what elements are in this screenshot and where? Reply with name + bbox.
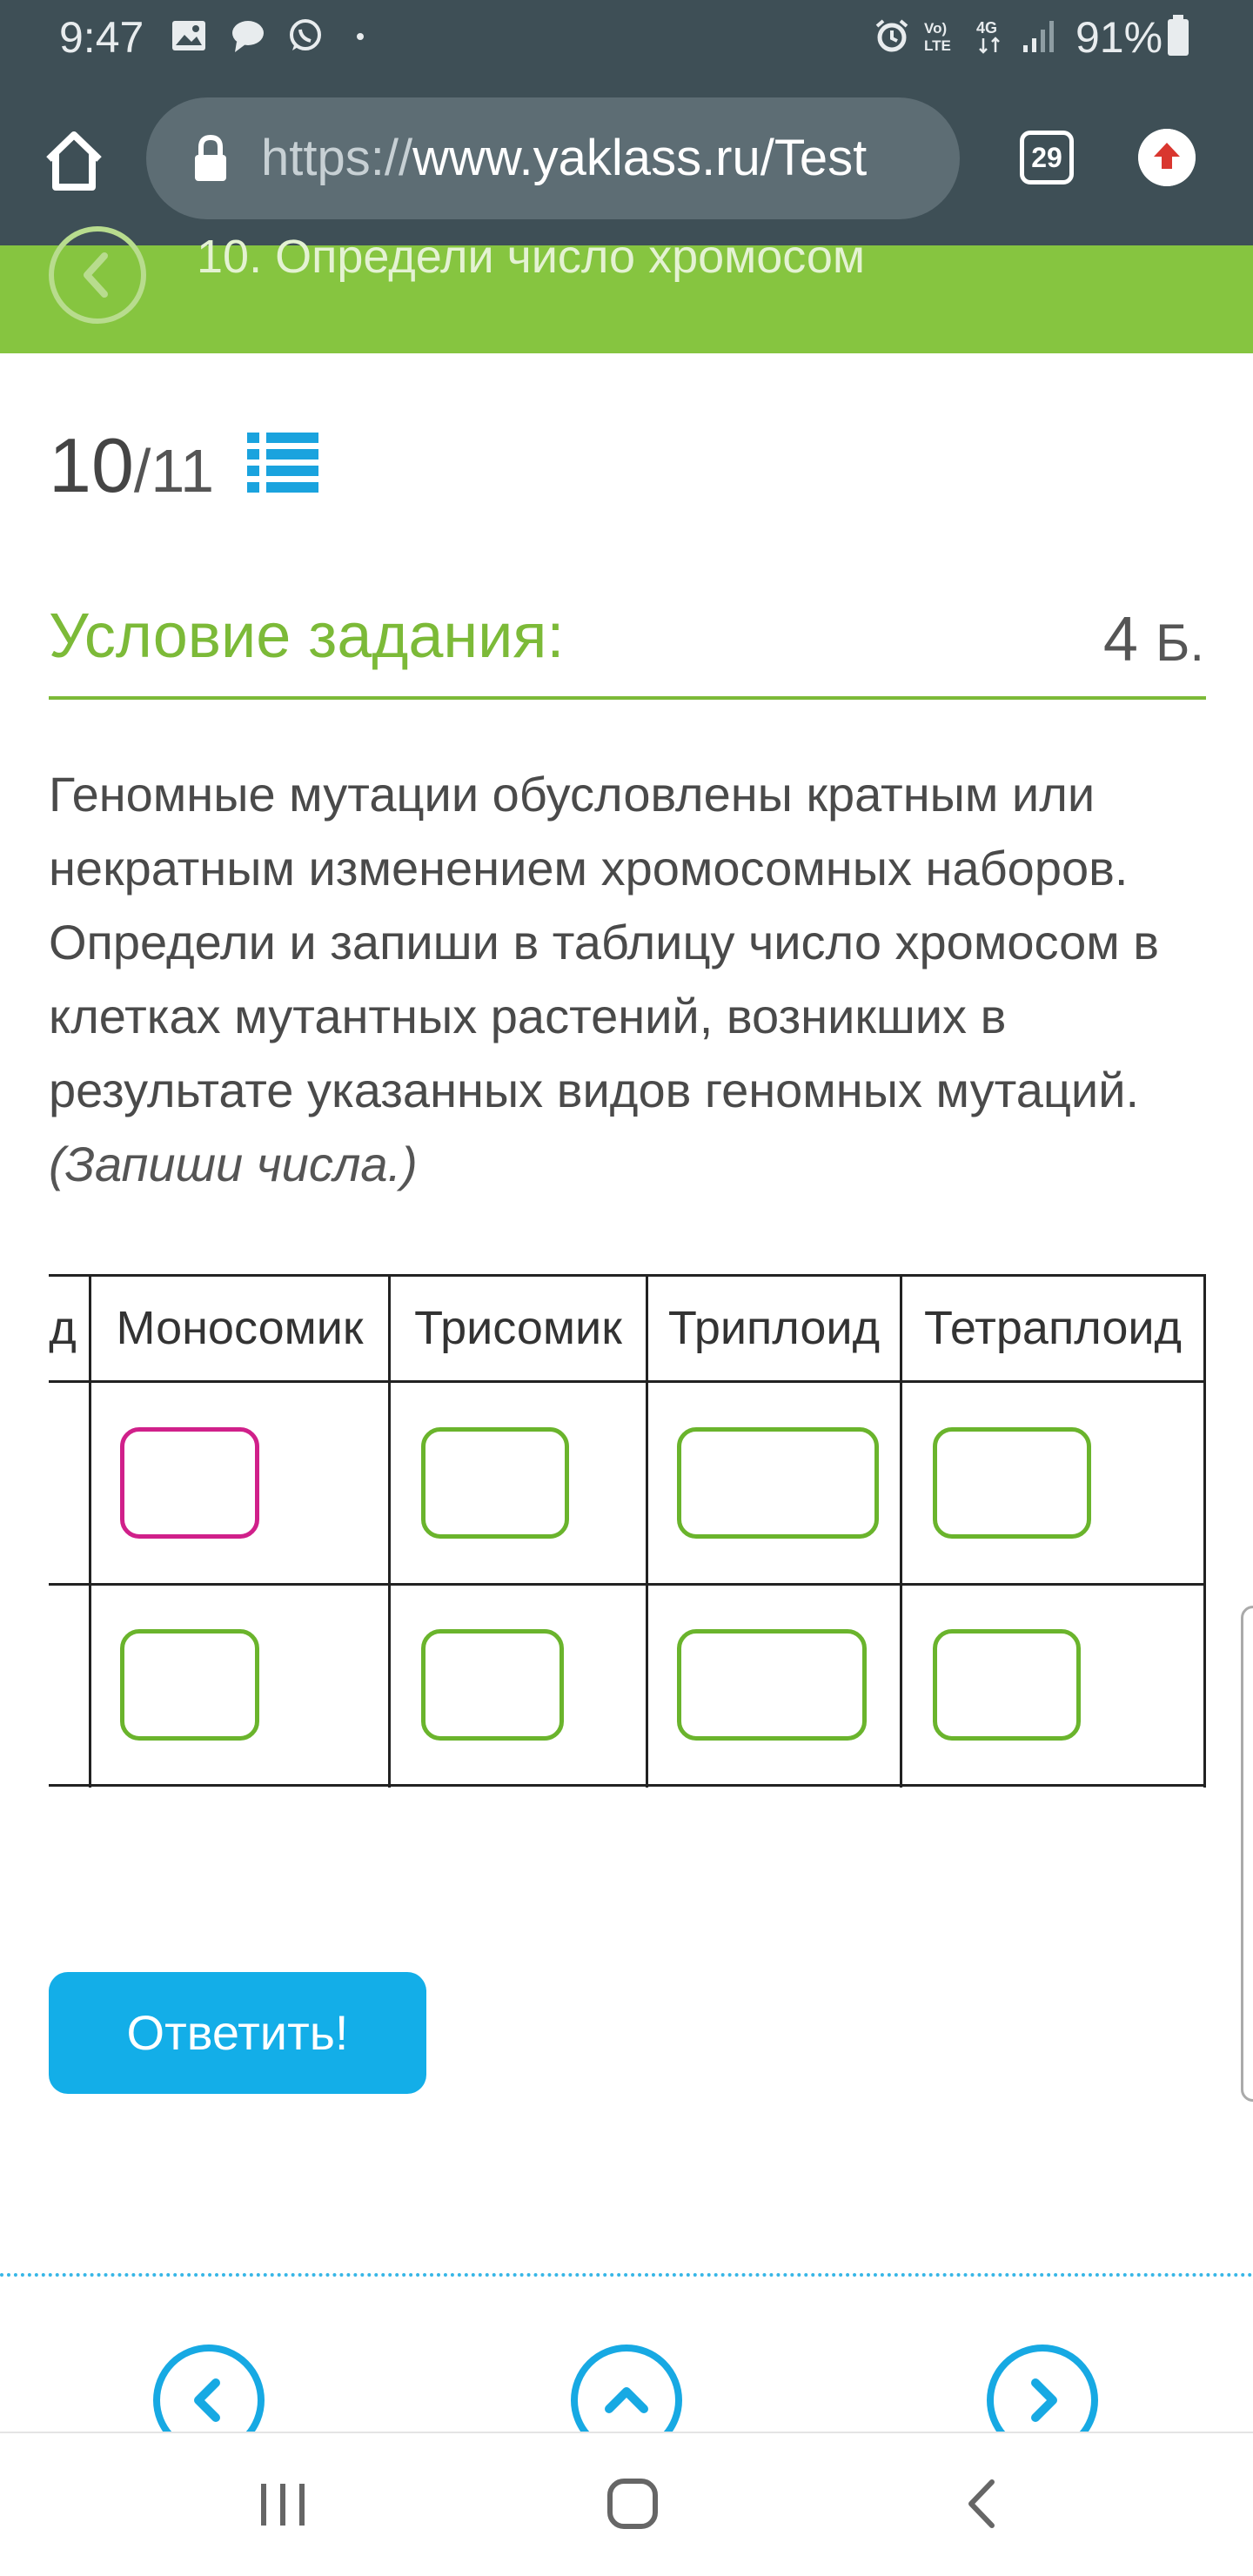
4g-icon — [975, 17, 1008, 54]
number-input[interactable] — [933, 1629, 1081, 1741]
browser-chrome — [0, 0, 1253, 245]
number-input[interactable] — [421, 1629, 564, 1741]
alarm-icon — [874, 17, 910, 54]
system-nav-bar — [0, 2432, 1253, 2576]
whatsapp-icon — [287, 17, 324, 54]
status-bar — [0, 0, 1253, 75]
table-header: Триплоид — [667, 1302, 881, 1354]
upload-icon[interactable] — [1138, 129, 1196, 186]
table-header: Трисомик — [414, 1302, 622, 1354]
recent-apps-icon[interactable] — [258, 2480, 308, 2529]
url-scheme: https:// — [261, 130, 413, 186]
progress-total: /11 — [133, 437, 215, 505]
condition-divider — [49, 696, 1206, 700]
home-nav-icon[interactable] — [606, 2477, 660, 2531]
number-input[interactable] — [421, 1427, 569, 1539]
tabs-button[interactable]: 29 — [1020, 131, 1074, 184]
url-host: www.yaklass.ru/Test — [412, 130, 868, 186]
horizontal-scroll-handle[interactable] — [1241, 1606, 1253, 2102]
list-icon[interactable] — [247, 431, 318, 493]
svg-text:4G: 4G — [976, 19, 998, 37]
number-input[interactable] — [677, 1427, 879, 1539]
image-icon — [171, 17, 207, 54]
number-input[interactable] — [120, 1427, 259, 1539]
number-input[interactable] — [677, 1629, 867, 1741]
condition-title: Условие задания: — [49, 601, 565, 671]
answer-button[interactable]: Ответить! — [49, 1972, 426, 2094]
url-text[interactable] — [261, 129, 948, 187]
progress-counter — [49, 421, 214, 510]
signal-icon — [1022, 17, 1062, 54]
section-divider — [0, 2273, 1253, 2277]
table-header: д — [49, 1302, 77, 1354]
battery-percent: 91% — [1075, 13, 1163, 62]
points-value: 4 — [1102, 605, 1138, 674]
table-header: Моносомик — [116, 1302, 364, 1354]
table-border-bottom — [49, 1784, 1206, 1787]
back-icon[interactable] — [49, 226, 146, 324]
volte-icon — [922, 17, 964, 54]
points — [1103, 604, 1204, 675]
task-hint: (Запиши числа.) — [49, 1137, 418, 1191]
battery-icon — [1166, 14, 1190, 57]
home-icon[interactable] — [40, 126, 108, 194]
svg-text:Vo): Vo) — [924, 20, 948, 37]
dot-icon — [355, 31, 365, 42]
address-bar[interactable] — [146, 97, 960, 219]
task-text — [49, 757, 1215, 1201]
progress-current: 10 — [49, 422, 134, 508]
task-header — [0, 231, 1253, 353]
header-title: 10. Определи число хромосом — [197, 231, 866, 283]
back-nav-icon[interactable] — [964, 2477, 999, 2531]
table-border-row — [49, 1583, 1206, 1586]
status-time: 9:47 — [59, 13, 144, 62]
answer-table[interactable] — [49, 1274, 1206, 1788]
points-unit: Б. — [1155, 614, 1204, 672]
table-header: Тетраплоид — [923, 1302, 1183, 1354]
chat-icon — [230, 17, 266, 54]
number-input[interactable] — [120, 1629, 259, 1741]
number-input[interactable] — [933, 1427, 1091, 1539]
lock-icon — [191, 134, 230, 183]
svg-text:LTE: LTE — [924, 37, 951, 54]
task-body: Геномные мутации обусловлены кратным или некратным изменением хромосомных наборов. Определи и запиши в таблицу число хромосом в клетках мутантных растений, возникших в результате указанных видов геномных мутаций. — [49, 767, 1160, 1117]
table-col-line — [1203, 1274, 1206, 1788]
